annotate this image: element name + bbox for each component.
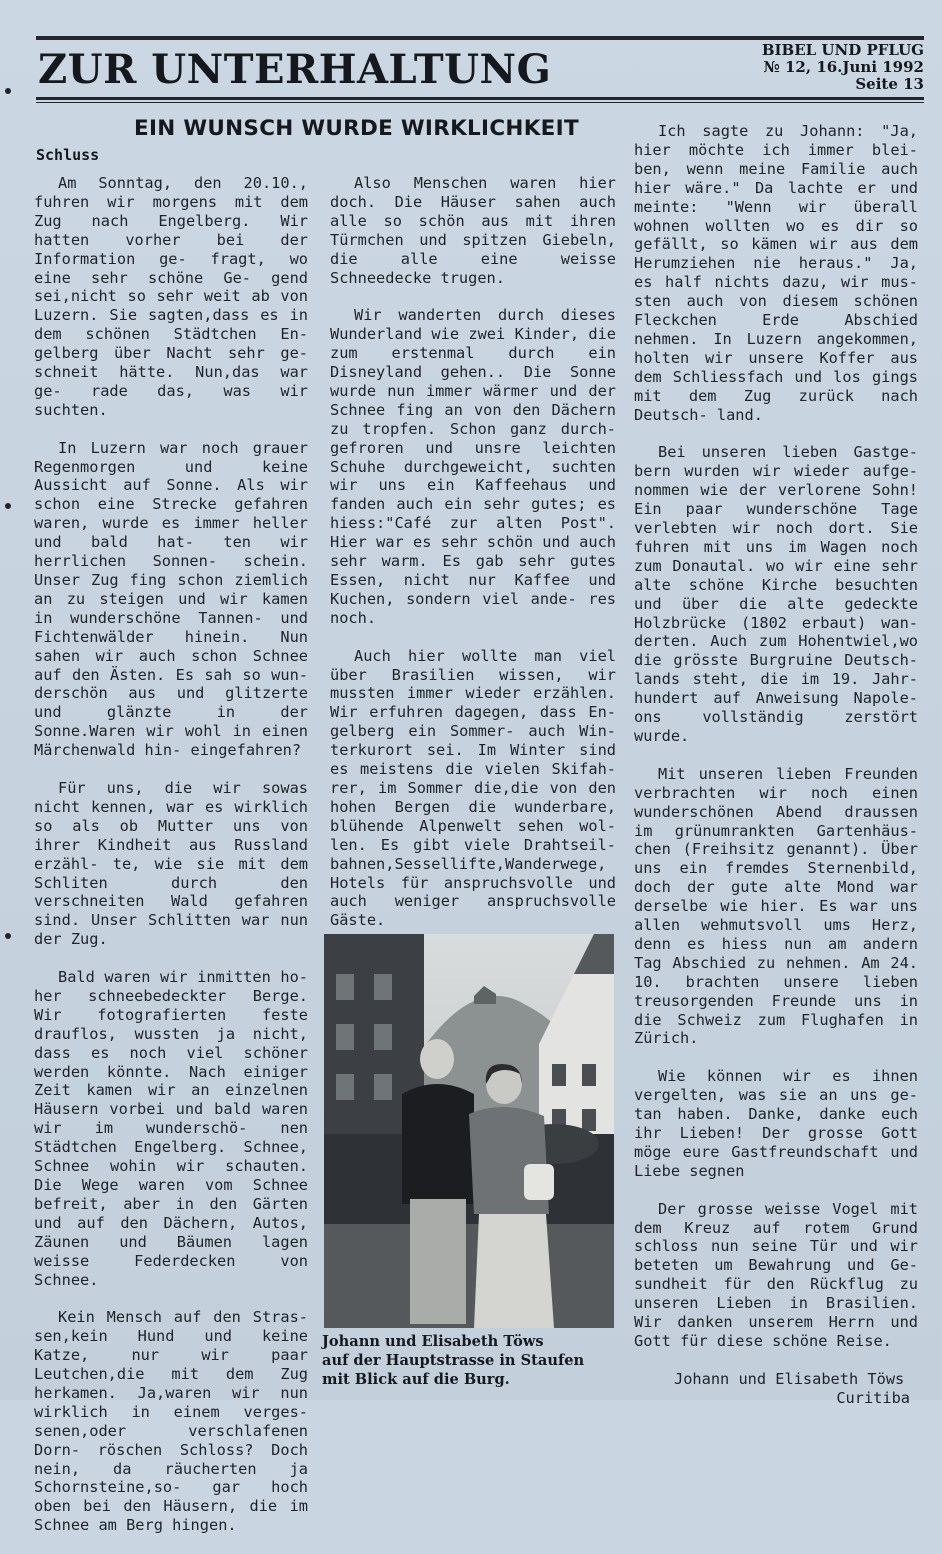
masthead-rule-bottom-thin: [36, 102, 924, 103]
binder-hole-icon: [5, 933, 11, 939]
article-subhead: Schluss: [36, 146, 100, 164]
paragraph: Mit unseren lieben Freunden verbrachten wir noch einen wunderschönen Abend draussen im grünumrankten Gartenhäus- chen (Freihsitz genannt). Über uns ein fremdes Sternenbild, doch der gute alte Mond war derselbe wie hier. Es war uns allen wehmutsvoll ums Herz, denn es hiess nun am andern Tag Abschied zu nehmen. Am 24. 10. brachten unsere lieben treusorgenden Freunde uns in die Schweiz zum Flughafen in Zürich.: [634, 764, 918, 1048]
photo-couple-street-icon: [324, 934, 614, 1328]
page-number: Seite 13: [855, 75, 924, 93]
caption-line: mit Blick auf die Burg.: [322, 1370, 510, 1388]
article-column-3: [634, 122, 918, 1408]
issue-date: № 12, 16.Juni 1992: [763, 58, 924, 76]
signature-names: Johann und Elisabeth Töws: [674, 1369, 905, 1388]
caption-line: auf der Hauptstrasse in Staufen: [322, 1351, 585, 1369]
paragraph: Kein Mensch auf den Stras- sen,kein Hund und keine Katze, nur wir paar Leutchen,die mit dem Zug herkamen. Ja,waren wir nun wirklich in einem verges- senen,oder verschlafenen Dorn- röschen Schloss? Doch nein, da räucherten ja Schornsteine,so- gar hoch oben bei den Häusern, die im Schnee am Berg hingen.: [34, 1308, 308, 1535]
paragraph: Auch hier wollte man viel über Brasilien wissen, wir mussten immer wieder erzählen. Wir erfuhren dagegen, dass En- gelberg ein Sommer- auch Win- terkurort sei. Im Winter sind es meistens die vielen Skifah- rer, im Sommer die,die von den hohen Bergen die wunderbare, blühende Alpenwelt sehen wol- len. Es gibt viele Drahtseil- bahnen,Sessellifte,Wanderwege, Hotels für anspruchsvolle und auch weniger anspruchsvolle Gäste.: [330, 646, 616, 930]
binder-hole-icon: [5, 88, 11, 94]
photo-caption: [322, 1333, 622, 1389]
paragraph: Für uns, die wir sowas nicht kennen, war es wirklich so als ob Mutter uns von ihrer Kindheit aus Russland erzähl- te, wie sie mit dem Schliten durch den verschneiten Wald gefahren sind. Unser Schlitten war nun der Zug.: [34, 778, 308, 949]
masthead-rule-bottom: [36, 97, 924, 100]
paragraph: Am Sonntag, den 20.10., fuhren wir morgens mit dem Zug nach Engelberg. Wir hatten vorher bei der Information ge- fragt, wo eine sehr schöne Ge- gend sei,nicht so sehr weit ab von Luzern. Sie sagten,dass es in dem schönen Städtchen En- gelberg über Nacht sehr ge- schneit hätte. Nun,das war ge- rade das, was wir suchten.: [34, 174, 308, 419]
paragraph: Wir wanderten durch dieses Wunderland wie zwei Kinder, die zum erstenmal durch ein Disneyland gehen.. Die Sonne wurde nun immer wärmer und der Schnee fing an von den Dächern zu tropfen. Schon ganz durch- gefroren und unsre leichten Schuhe durchgeweicht, suchten wir uns ein Kaffeehaus und fanden auch ein sehr gutes; es hiess:"Café zur alten Post". Hier war es sehr schön und auch sehr warm. Es gab sehr gutes Essen, nicht nur Kaffee und Kuchen, sondern viel ande- res noch.: [330, 306, 616, 627]
signature-city: Curitiba: [836, 1388, 910, 1407]
publication-name: BIBEL UND PFLUG: [761, 41, 924, 59]
section-title: ZUR UNTERHALTUNG: [38, 46, 552, 93]
paragraph: Ich sagte zu Johann: "Ja, hier möchte ich immer blei- ben, wenn meine Familie auch hier wäre." Da lachte er und meinte: "Wenn wir überall wohnen wollten wo es dir so gefällt, so kämen wir aus dem Herumziehen nie heraus." Ja, es half nichts dazu, wir mus- sten auch von diesem schönen Fleckchen Erde Abschied nehmen. In Luzern angekommen, holten wir unsere Koffer aus dem Schliessfach und los gings mit dem Zug zurück nach Deutsch- land.: [634, 122, 918, 424]
signature: [634, 1370, 918, 1408]
article-column-2: [330, 174, 616, 949]
article-column-1: [34, 174, 308, 1554]
paragraph: Bei unseren lieben Gastge- bern wurden wir wieder aufge- nommen wie der verlorene Sohn! Ein paar wunderschöne Tage verlebten wir noch dort. Sie fuhren mit uns im Wagen noch zum Donautal. wo wir eine sehr alte schöne Kirche besuchten und über die alte gedeckte Holzbrücke (1802 erbaut) wan- derten. Auch zum Hohentwiel,wo die grösste Burgruine Deutsch- lands steht, die im 19. Jahr- hundert auf Anweisung Napole- ons vollständig zerstört wurde.: [634, 443, 918, 745]
paragraph: Bald waren wir inmitten ho- her schneebedeckter Berge. Wir fotografierten feste drauflos, wussten ja nicht, dass es noch viel schöner werden könnte. Nach einiger Zeit kamen wir an einzelnen Häusern vorbei und bald waren wir im wunderschö- nen Städtchen Engelberg. Schnee, Schnee wohin wir schauten. Die Wege waren vom Schnee befreit, aber in den Gärten und auf den Dächern, Autos, Zäunen und Bäumen lagen weisse Federdecken von Schnee.: [34, 968, 308, 1289]
masthead-rule-top: [36, 36, 924, 40]
paragraph: Wie können wir es ihnen vergelten, was sie an uns ge- tan haben. Danke, danke euch ihr Lieben! Der grosse Gott möge eure Gastfreundschaft und Liebe segnen: [634, 1067, 918, 1180]
paragraph: Der grosse weisse Vogel mit dem Kreuz auf rotem Grund schloss nun seine Tür und wir beteten um Bewahrung und Ge- sundheit für den Rückflug zu unseren Lieben in Brasilien. Wir danken unserem Herrn und Gott für diese schöne Reise.: [634, 1199, 918, 1350]
publication-info: [762, 42, 924, 93]
paragraph: Also Menschen waren hier doch. Die Häuser sahen auch alle so schön aus mit ihren Türmchen und spitzen Giebeln, die alle eine weisse Schneedecke trugen.: [330, 174, 616, 287]
binder-hole-icon: [5, 503, 11, 509]
article-headline: EIN WUNSCH WURDE WIRKLICHKEIT: [134, 116, 579, 141]
paragraph: In Luzern war noch grauer Regenmorgen und keine Aussicht auf Sonne. Als wir schon eine Strecke gefahren waren, wurde es immer heller und bald hat- ten wir herrlichen Sonnen- schein. Unser Zug fing schon ziemlich an zu steigen und wir kamen in wunderschöne Tannen- und Fichtenwälder hinein. Nun sahen wir auch schon Schnee auf den Ästen. Es sah so wun- derschön aus und glitzerte und glänzte in der Sonne.Waren wir wohl in einen Märchenwald hin- eingefahren?: [34, 438, 308, 760]
article-photo: [324, 934, 614, 1328]
caption-line: Johann und Elisabeth Töws: [322, 1333, 544, 1350]
